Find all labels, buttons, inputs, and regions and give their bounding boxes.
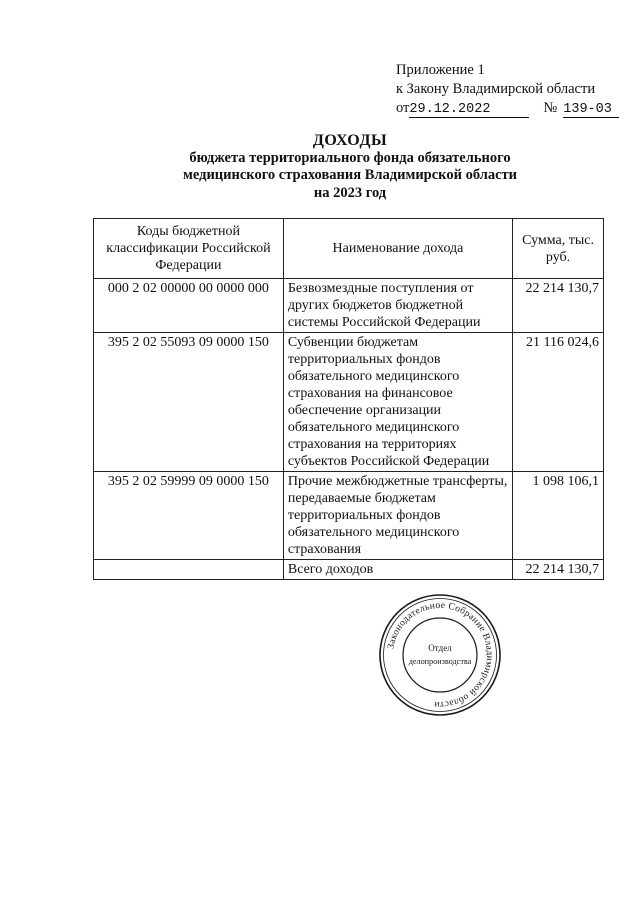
- row-amount: 22 214 130,7: [513, 279, 604, 333]
- total-amount: 22 214 130,7: [513, 560, 604, 580]
- total-row: [94, 560, 604, 580]
- row-amount: 21 116 024,6: [513, 333, 604, 472]
- title-line-1: бюджета территориального фонда обязательного: [189, 149, 511, 166]
- law-date: 29.12.2022: [409, 102, 529, 118]
- row-name: Субвенции бюджетам территориальных фондов обязательного медицинского страхования на финансовое обеспечение организации обязательного медицинского страхования на территориях субъектов Российской Федерации: [283, 333, 512, 472]
- total-code: [94, 560, 284, 580]
- header-codes: Коды бюджетной классификации Российской Федерации: [94, 219, 284, 279]
- appendix-line-3: [396, 99, 619, 118]
- row-code: 000 2 02 00000 00 0000 000: [94, 279, 284, 333]
- stamp-ring-text: Законодательное Собрание Владимирской области: [385, 599, 496, 711]
- from-label: от: [396, 100, 410, 116]
- title-line-3: на 2023 год: [313, 184, 387, 201]
- svg-text:Законодательное Собрание Влади: [385, 600, 495, 710]
- official-stamp: [378, 593, 502, 717]
- appendix-line-2: к Закону Владимирской области: [396, 81, 596, 97]
- header-amount: Сумма, тыс. руб.: [513, 219, 604, 279]
- stamp-center-line-2: делопроизводства: [408, 657, 472, 666]
- table-row: [94, 333, 604, 472]
- stamp-seal-graphic: [378, 593, 502, 717]
- title-heading: ДОХОДЫ: [312, 132, 388, 149]
- total-label: Всего доходов: [283, 560, 512, 580]
- row-code: 395 2 02 55093 09 0000 150: [94, 333, 284, 472]
- law-number: 139-03: [563, 102, 619, 118]
- table-row: [94, 472, 604, 560]
- appendix-line-1: Приложение 1: [396, 62, 485, 78]
- number-sign: №: [543, 100, 558, 116]
- row-name: Безвозмездные поступления от других бюджетов бюджетной системы Российской Федерации: [283, 279, 512, 333]
- header-name: Наименование дохода: [283, 219, 512, 279]
- row-code: 395 2 02 59999 09 0000 150: [94, 472, 284, 560]
- appendix-header: [396, 61, 619, 118]
- stamp-center-line-1: Отдел: [428, 643, 452, 653]
- table-header-row: [94, 219, 604, 279]
- title-line-2: медицинского страхования Владимирской области: [182, 167, 518, 183]
- income-table: [93, 218, 604, 580]
- document-title: [100, 132, 600, 202]
- row-amount: 1 098 106,1: [513, 472, 604, 560]
- table-row: [94, 279, 604, 333]
- row-name: Прочие межбюджетные трансферты, передаваемые бюджетам территориальных фондов обязательного медицинского страхования: [283, 472, 512, 560]
